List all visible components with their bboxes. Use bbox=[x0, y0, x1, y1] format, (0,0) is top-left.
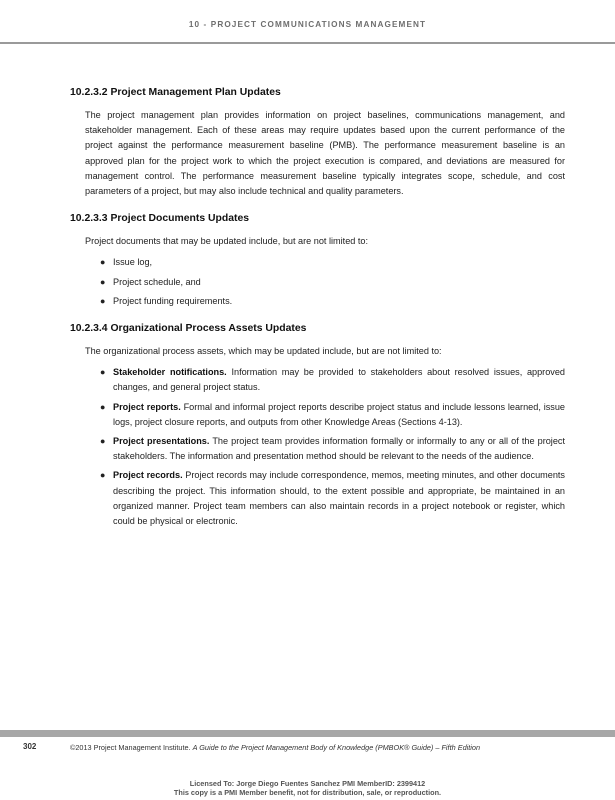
bullet-icon: ● bbox=[100, 257, 106, 268]
copyright-line: ©2013 Project Management Institute. A Guide to the Project Management Body of Knowledge (PMBOK® Guide) – Fifth Edition bbox=[70, 743, 481, 752]
section-paragraph: The project management plan provides information on project baselines, communications management, and stakeholder management. Each of these areas may require updates based upon the current performance of the project against the performance measurement baseline (PMB). The performance measurement baseline is an approved plan for the project work to which the project execution is compared, and deviations are measured for management control. The performance measurement baseline typically integrates scope, schedule, and cost parameters of a project, but may also include technical and quality parameters. bbox=[85, 110, 565, 197]
list-item: ● Project funding requirements. bbox=[100, 294, 565, 309]
bullet-list bbox=[70, 365, 565, 529]
item-text: Project records may include correspondence, memos, meeting minutes, and other documents describing the project. This information should, to the extent possible and appropriate, be maintained in an organized manner. Project team members can also maintain records in a project notebook or register, which could be physical or electronic. bbox=[113, 470, 565, 527]
section-heading: 10.2.3.3 Project Documents Updates bbox=[70, 213, 250, 225]
bullet-icon: ● bbox=[100, 401, 106, 412]
item-term: Project reports. bbox=[113, 401, 181, 412]
section-opa-updates bbox=[70, 323, 565, 529]
item-text: The project team provides information formally or informally to any or all of the project stakeholders. The information and presentation method should be relevant to the needs of the audience. bbox=[113, 436, 566, 462]
bullet-icon: ● bbox=[100, 276, 106, 287]
license-notice bbox=[0, 780, 615, 797]
section-intro: The organizational process assets, which may be updated include, but are not limited to: bbox=[85, 346, 442, 357]
section-plan-updates bbox=[70, 87, 565, 199]
footer-divider bbox=[0, 730, 615, 737]
page-header bbox=[0, 0, 615, 44]
page-number: 302 bbox=[23, 742, 37, 751]
list-item bbox=[100, 365, 565, 395]
license-line-1: Licensed To: Jorge Diego Fuentes Sanchez PMI MemberID: 2399412 bbox=[189, 779, 426, 788]
section-documents-updates bbox=[70, 213, 565, 309]
page-content bbox=[70, 87, 565, 543]
bullet-icon: ● bbox=[100, 470, 106, 481]
page-footer bbox=[0, 740, 615, 754]
bullet-icon: ● bbox=[100, 367, 106, 378]
license-line-2: This copy is a PMI Member benefit, not for distribution, sale, or reproduction. bbox=[173, 787, 442, 797]
bullet-list bbox=[70, 255, 565, 309]
item-term: Stakeholder notifications. bbox=[113, 367, 227, 378]
book-title: A Guide to the Project Management Body of Knowledge (PMBOK® Guide) – Fifth Edition bbox=[192, 743, 481, 752]
bullet-icon: ● bbox=[100, 295, 106, 306]
item-term: Project records. bbox=[113, 470, 183, 481]
item-term: Project presentations. bbox=[113, 436, 210, 447]
item-text: Formal and informal project reports describe project status and include lessons learned, issue logs, project closure reports, and outputs from other Knowledge Areas (Sections 4-13). bbox=[113, 401, 565, 427]
bullet-icon: ● bbox=[100, 436, 106, 447]
section-intro: Project documents that may be updated include, but are not limited to: bbox=[85, 236, 369, 247]
section-heading: 10.2.3.4 Organizational Process Assets Updates bbox=[70, 323, 307, 335]
list-item: ● Project schedule, and bbox=[100, 275, 565, 290]
list-item bbox=[100, 400, 565, 430]
chapter-title: 10 - PROJECT COMMUNICATIONS MANAGEMENT bbox=[188, 20, 427, 29]
list-item bbox=[100, 468, 565, 529]
list-item bbox=[100, 434, 565, 464]
item-text: Information may be provided to stakeholders about resolved issues, approved changes, and general project status. bbox=[113, 367, 566, 393]
list-item: ● Issue log, bbox=[100, 255, 565, 270]
section-heading: 10.2.3.2 Project Management Plan Updates bbox=[70, 87, 281, 98]
